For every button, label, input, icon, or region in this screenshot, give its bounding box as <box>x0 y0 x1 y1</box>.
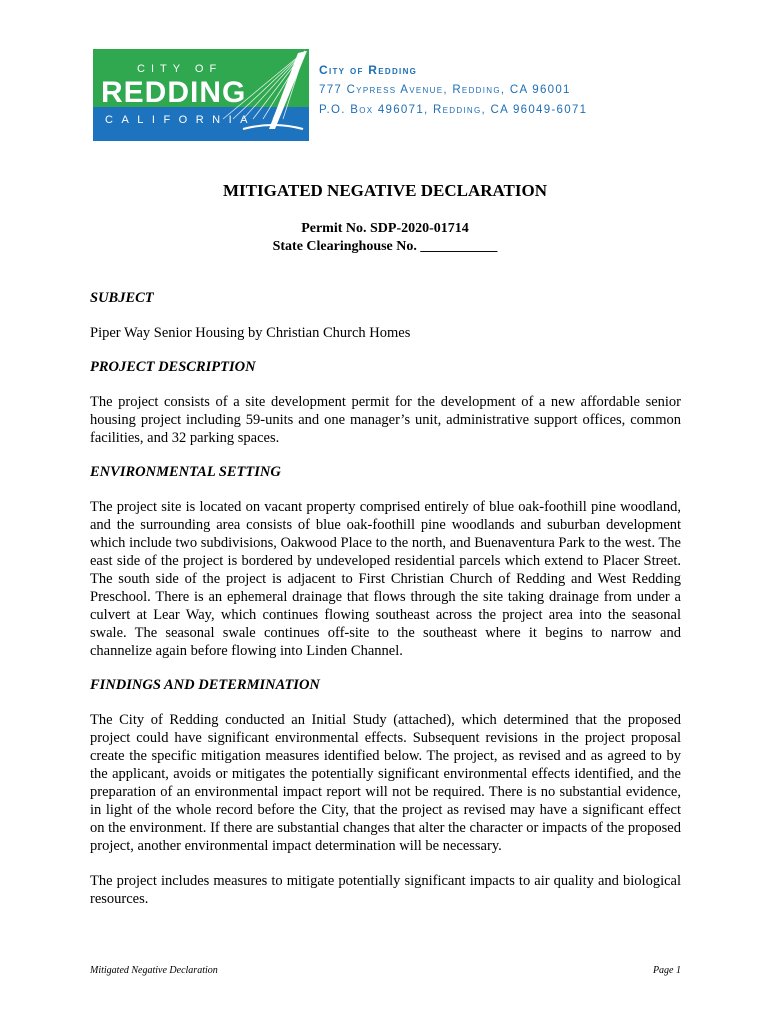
footer-page-number: Page 1 <box>652 965 681 976</box>
logo-california-text: CALIFORNIA <box>105 114 257 126</box>
logo-city-of-text: CITY OF <box>137 63 223 75</box>
findings-heading: FINDINGS AND DETERMINATION <box>90 677 320 693</box>
clearinghouse-number: State Clearinghouse No. ___________ <box>272 239 498 254</box>
letterhead-po-box: P.O. Box 496071, Redding, CA 96049-6071 <box>319 104 588 116</box>
environmental-setting-heading: ENVIRONMENTAL SETTING <box>90 464 281 480</box>
subject-heading: SUBJECT <box>90 290 154 306</box>
findings-text-2: The project includes measures to mitigate potentially significant impacts to air quality and biological resources. <box>90 873 681 907</box>
page-footer <box>90 965 681 976</box>
permit-number: Permit No. SDP-2020-01714 <box>301 221 469 236</box>
footer-document-name: Mitigated Negative Declaration <box>90 965 218 976</box>
city-of-redding-logo <box>93 49 309 141</box>
subject-text: Piper Way Senior Housing by Christian Church Homes <box>90 325 411 341</box>
project-description-heading: PROJECT DESCRIPTION <box>90 359 256 375</box>
logo-graphic <box>93 49 309 141</box>
letterhead-org-name: City of Redding <box>319 63 418 77</box>
findings-text-1: The City of Redding conducted an Initial Study (attached), which determined that the proposed project could have significant environmental effects. Subsequent revisions in the project proposal create the specific mitigation measures identified below. The project, as revised and as agreed to by the applicant, avoids or mitigates the potentially significant environmental effects identified, and the preparation of an environmental impact report will not be required. There is no substantial evidence, in light of the whole record before the City, that the project as revised may have a significant effect on the environment. If there are substantial changes that alter the character or impacts of the proposed project, another environmental impact determination will be necessary. <box>90 712 681 854</box>
logo-redding-text: REDDING <box>101 76 247 109</box>
document-title: MITIGATED NEGATIVE DECLARATION <box>223 181 547 200</box>
environmental-setting-text: The project site is located on vacant property comprised entirely of blue oak-foothill pine woodland, and the surrounding area consists of blue oak-foothill pine woodlands and suburban development which include two subdivisions, Oakwood Place to the north, and Buenaventura Park to the west. The east side of the project is bordered by undeveloped residential parcels which extend to Placer Street. The south side of the project is adjacent to First Christian Church of Redding and West Redding Preschool. There is an ephemeral drainage that flows through the site taking drainage from under a culvert at Lear Way, which continues flowing southeast across the project area into the seasonal swale. The seasonal swale continues off-site to the southeast where it begins to narrow and channelize again before flowing into Linden Channel. <box>90 499 681 659</box>
letterhead-address <box>319 63 587 123</box>
project-description-text: The project consists of a site development permit for the development of a new affordable senior housing project including 59-units and one manager’s unit, administrative support offices, common facilities, and 32 parking spaces. <box>90 394 681 446</box>
letterhead-street-address: 777 Cypress Avenue, Redding, CA 96001 <box>319 84 571 96</box>
permit-block <box>0 220 770 256</box>
document-body <box>90 290 681 908</box>
